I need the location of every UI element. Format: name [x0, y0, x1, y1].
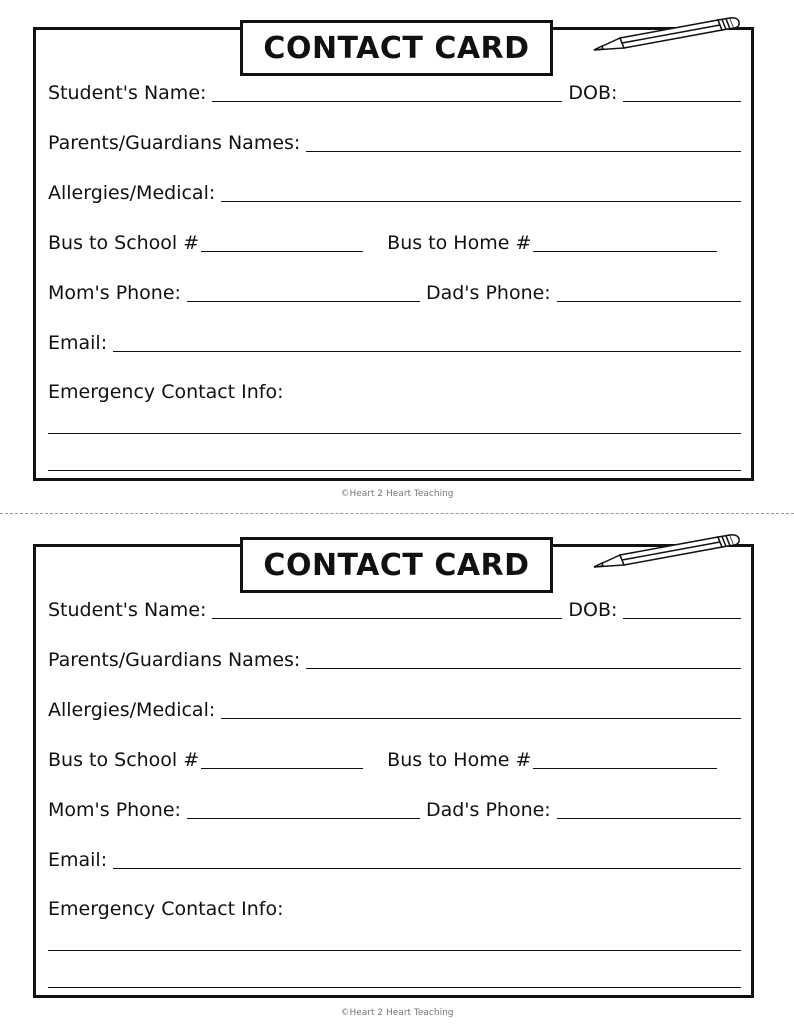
parents-label: Parents/Guardians Names: — [48, 132, 301, 154]
dob-label: DOB: — [568, 599, 618, 621]
bus-row — [48, 742, 741, 772]
bus-home-line[interactable] — [533, 250, 717, 252]
phone-row — [48, 792, 741, 822]
emergency-row — [48, 891, 741, 921]
email-row — [48, 842, 741, 872]
allergies-line[interactable] — [221, 717, 741, 719]
card-title: CONTACT CARD — [263, 547, 530, 583]
email-line[interactable] — [113, 350, 741, 352]
bus-home-line[interactable] — [533, 767, 717, 769]
bus-school-line[interactable] — [201, 767, 363, 769]
pencil-icon — [590, 16, 742, 56]
dob-label: DOB: — [568, 82, 618, 104]
emergency-label: Emergency Contact Info: — [48, 381, 284, 403]
student-name-label: Student's Name: — [48, 599, 207, 621]
email-line[interactable] — [113, 867, 741, 869]
student-name-row — [48, 592, 741, 622]
student-name-row — [48, 75, 741, 105]
emergency-line-2[interactable] — [48, 470, 741, 471]
student-name-label: Student's Name: — [48, 82, 207, 104]
card-title: CONTACT CARD — [263, 30, 530, 66]
parents-line[interactable] — [306, 150, 741, 152]
bus-row — [48, 225, 741, 255]
emergency-line-1[interactable] — [48, 433, 741, 434]
emergency-label: Emergency Contact Info: — [48, 898, 284, 920]
contact-card — [33, 544, 754, 998]
emergency-line-1[interactable] — [48, 950, 741, 951]
copyright-credit: ©Heart 2 Heart Teaching — [340, 1008, 454, 1018]
card-title-box — [240, 20, 553, 76]
mom-phone-label: Mom's Phone: — [48, 799, 181, 821]
allergies-label: Allergies/Medical: — [48, 699, 216, 721]
parents-label: Parents/Guardians Names: — [48, 649, 301, 671]
dad-phone-line[interactable] — [557, 817, 741, 819]
contact-card — [33, 27, 754, 481]
parents-row — [48, 125, 741, 155]
allergies-label: Allergies/Medical: — [48, 182, 216, 204]
allergies-line[interactable] — [221, 200, 741, 202]
bus-school-label: Bus to School # — [48, 749, 200, 771]
emergency-row — [48, 374, 741, 404]
email-label: Email: — [48, 849, 108, 871]
card-title-box — [240, 537, 553, 593]
dad-phone-label: Dad's Phone: — [425, 799, 551, 821]
parents-line[interactable] — [306, 667, 741, 669]
copyright-credit: ©Heart 2 Heart Teaching — [340, 489, 454, 499]
dad-phone-line[interactable] — [557, 300, 741, 302]
email-row — [48, 325, 741, 355]
email-label: Email: — [48, 332, 108, 354]
dad-phone-label: Dad's Phone: — [425, 282, 551, 304]
bus-school-line[interactable] — [201, 250, 363, 252]
mom-phone-label: Mom's Phone: — [48, 282, 181, 304]
allergies-row — [48, 692, 741, 722]
student-name-line[interactable] — [212, 100, 562, 102]
bus-school-label: Bus to School # — [48, 232, 200, 254]
mom-phone-line[interactable] — [187, 817, 420, 819]
mom-phone-line[interactable] — [187, 300, 420, 302]
dob-line[interactable] — [623, 100, 741, 102]
student-name-line[interactable] — [212, 617, 562, 619]
pencil-icon — [590, 533, 742, 573]
parents-row — [48, 642, 741, 672]
allergies-row — [48, 175, 741, 205]
bus-home-label: Bus to Home # — [387, 232, 532, 254]
cut-line — [0, 513, 794, 514]
dob-line[interactable] — [623, 617, 741, 619]
emergency-line-2[interactable] — [48, 987, 741, 988]
bus-home-label: Bus to Home # — [387, 749, 532, 771]
phone-row — [48, 275, 741, 305]
